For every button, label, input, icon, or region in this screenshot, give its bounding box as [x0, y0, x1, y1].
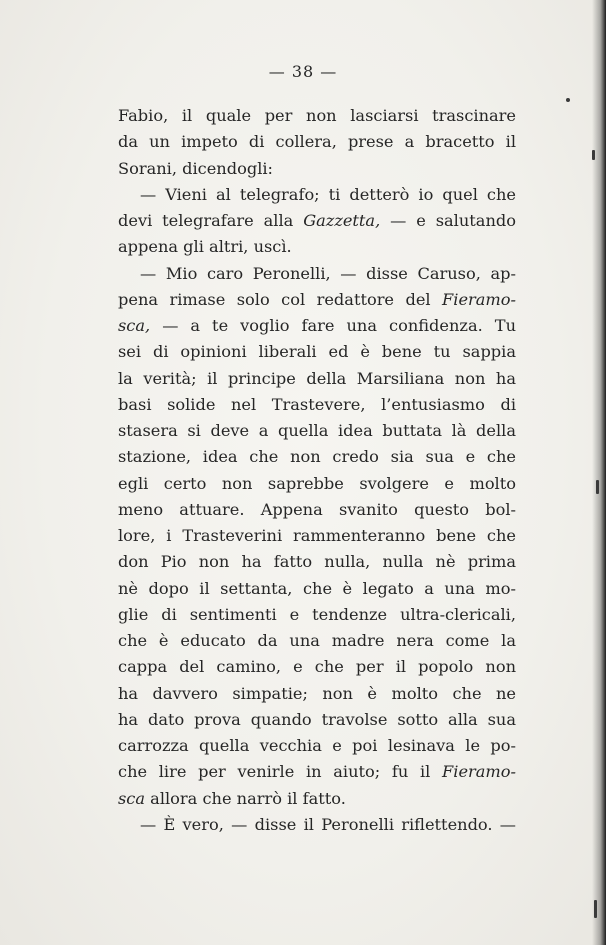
text-line: ha davvero simpatie; non è molto che ne: [118, 683, 516, 703]
text-line: pena rimase solo col redattore del Fieramo-: [118, 289, 516, 309]
text-line: stasera si deve a quella idea buttata là della: [118, 421, 516, 440]
text-line: glie di sentimenti e tendenze ultra-clericali,: [118, 604, 516, 624]
ink-speck: [592, 150, 595, 160]
text-line: sei di opinioni liberali ed è bene tu sappia: [118, 342, 516, 362]
text-line: nè dopo il settanta, che è legato a una mo-: [118, 578, 516, 598]
text-line: appena gli altri, uscì.: [118, 237, 292, 257]
newspaper-title: Fieramo-: [442, 289, 516, 309]
text-line: che è educato da una madre nera come la: [118, 631, 516, 650]
text-line: stazione, idea che non credo sia sua e che: [118, 447, 516, 467]
page-edge-shadow: [592, 0, 606, 945]
text-line: cappa del camino, e che per il popolo non: [118, 657, 516, 677]
newspaper-title: Fieramo-: [442, 762, 516, 782]
ink-speck: [566, 98, 570, 102]
page-number: — 38 —: [268, 62, 338, 81]
newspaper-title: sca,: [118, 316, 151, 335]
text-line: meno attuare. Appena svanito questo bol-: [118, 499, 516, 519]
text-line: Sorani, dicendogli:: [118, 158, 274, 178]
text-line: don Pio non ha fatto nulla, nulla nè prima: [118, 552, 516, 572]
text-line: lore, i Trasteverini rammenteranno bene che: [118, 526, 516, 545]
text-line: egli certo non saprebbe svolgere e molto: [118, 473, 516, 493]
text-line: — Mio caro Peronelli, — disse Caruso, ap-: [140, 263, 516, 283]
text-line: da un impeto di collera, prese a bracetto il: [118, 132, 516, 152]
newspaper-title: Gazzetta,: [303, 211, 381, 230]
text-line: ha dato prova quando travolse sotto alla sua: [118, 709, 516, 729]
newspaper-title: sca: [118, 788, 146, 808]
text-line: devi telegrafare alla Gazzetta, — e salutando: [118, 211, 516, 230]
text-line: Fabio, il quale per non lasciarsi trascinare: [118, 106, 516, 125]
text-line: che lire per venirle in aiuto; fu il Fieramo-: [118, 762, 516, 782]
text-line: sca, — a te voglio fare una confidenza. Tu: [118, 316, 516, 335]
text-line: la verità; il principe della Marsiliana non ha: [118, 368, 516, 388]
text-line: — È vero, — disse il Peronelli riflettendo. —: [140, 814, 516, 834]
body-text: [118, 103, 516, 838]
text-line: — Vieni al telegrafo; ti detterò io quel che: [140, 184, 516, 204]
ink-speck: [594, 900, 597, 918]
ink-speck: [596, 480, 599, 494]
text-line: basi solide nel Trastevere, l’entusiasmo di: [118, 394, 516, 414]
text-line: sca allora che narrò il fatto.: [118, 788, 346, 808]
text-line: carrozza quella vecchia e poi lesinava le po-: [118, 736, 516, 755]
